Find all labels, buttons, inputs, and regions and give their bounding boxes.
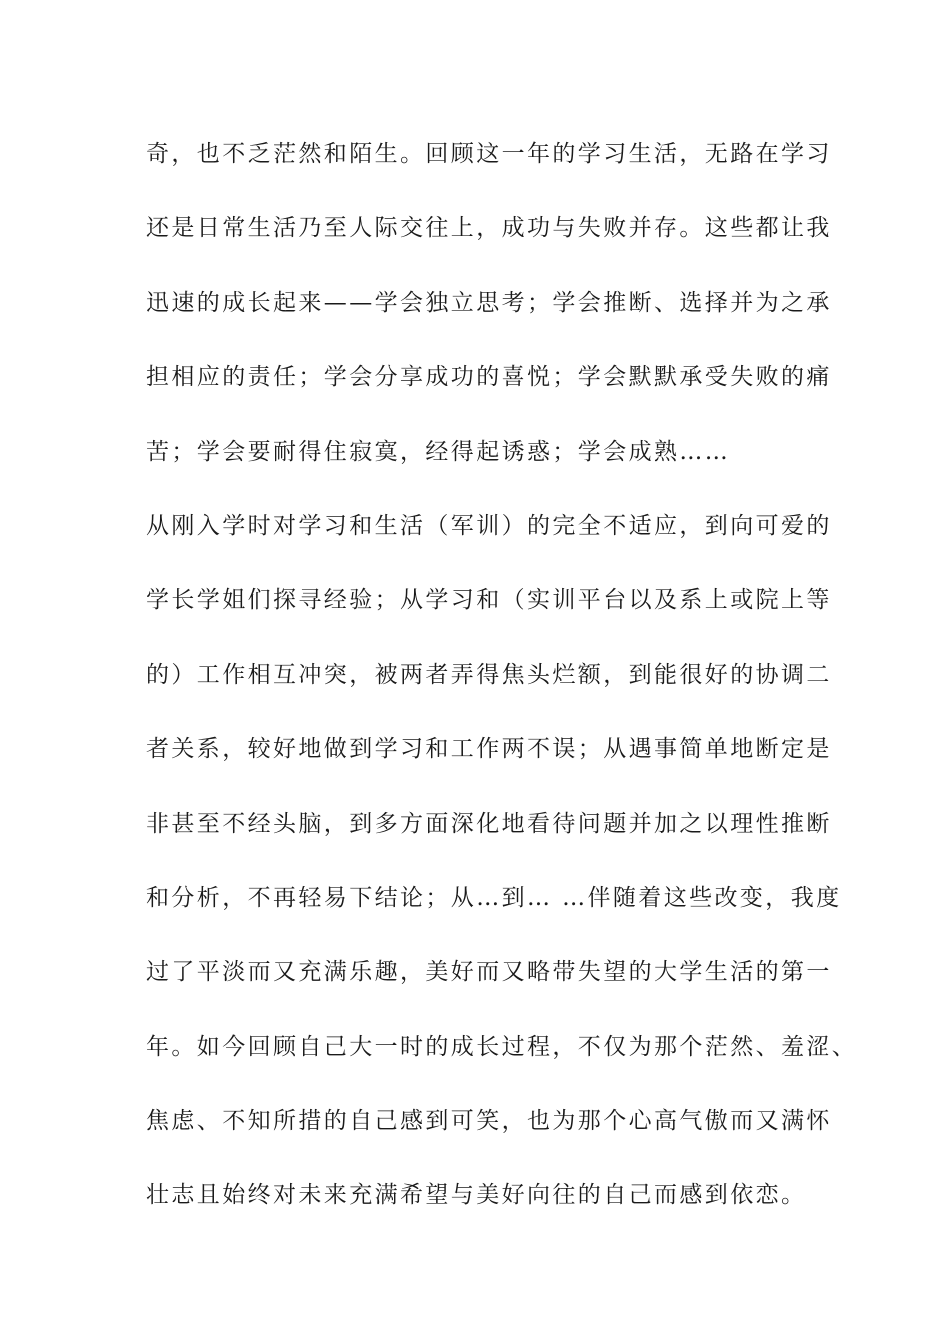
text-line: 非甚至不经头脑，到多方面深化地看待问题并加之以理性推断 [146, 810, 832, 837]
text-line: 还是日常生活乃至人际交往上，成功与失败并存。这些都让我 [146, 215, 832, 242]
text-line: 的）工作相互冲突，被两者弄得焦头烂额，到能很好的协调二 [146, 661, 832, 688]
text-line: 担相应的责任；学会分享成功的喜悦；学会默默承受失败的痛 [146, 364, 832, 391]
text-line: 过了平淡而又充满乐趣，美好而又略带失望的大学生活的第一 [146, 959, 832, 986]
text-line: 壮志且始终对未来充满希望与美好向往的自己而感到依恋。 [146, 1182, 807, 1209]
text-line: 焦虑、不知所措的自己感到可笑，也为那个心高气傲而又满怀 [146, 1108, 832, 1135]
text-line: 学长学姐们探寻经验；从学习和（实训平台以及系上或院上等 [146, 587, 832, 614]
text-line: 年。如今回顾自己大一时的成长过程，不仅为那个茫然、羞涩、 [146, 1033, 858, 1060]
text-line: 从刚入学时对学习和生活（军训）的完全不适应，到向可爱的 [146, 512, 832, 539]
body-text [146, 131, 858, 1247]
text-line: 奇，也不乏茫然和陌生。回顾这一年的学习生活，无路在学习 [146, 141, 832, 167]
text-line: 和分析，不再轻易下结论；从…到… …伴随着这些改变，我度 [146, 884, 842, 911]
text-line: 苦；学会要耐得住寂寞，经得起诱惑；学会成熟…… [146, 438, 731, 465]
text-line: 者关系，较好地做到学习和工作两不误；从遇事简单地断定是 [146, 736, 832, 763]
text-line: 迅速的成长起来——学会独立思考；学会推断、选择并为之承 [146, 289, 832, 316]
